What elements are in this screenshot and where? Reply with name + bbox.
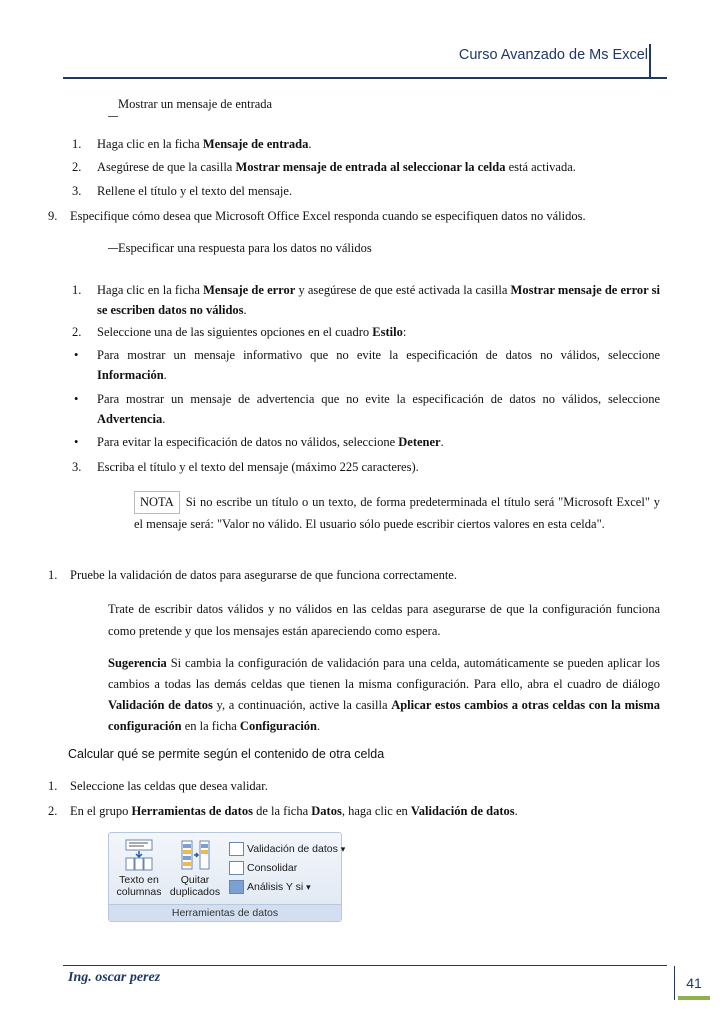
header-title: Curso Avanzado de Ms Excel [458,47,648,63]
chevron-down-icon[interactable]: ▾ [306,882,311,892]
list-item: 1. Haga clic en la ficha Mensaje de error y asegúrese de que esté activada la casilla Mostrar mensaje de error si se escriben datos no válidos. [72,283,661,317]
note-label: NOTA [134,491,180,514]
page-number: 41 [678,970,710,1000]
data-validation-button[interactable]: Validación de datos ▾ [229,841,345,857]
section-heading-error-response: Especificar una respuesta para los datos no válidos [118,241,372,255]
list-item: 2. Seleccione una de las siguientes opciones en el cuadro Estilo: [72,325,407,339]
footer-rule [63,965,667,966]
remove-duplicates-icon [179,839,211,871]
heading-dash [108,116,118,117]
note-text: Si no escribe un título o un texto, de forma predeterminada el título será "Microsoft Excel" y el mensaje será: "Valor no válido. El usuario sólo puede escribir ciertos valores en esta celda". [134,495,660,531]
tip-block: Sugerencia Si cambia la configuración de validación para una celda, automáticamente se pueden aplicar los cambios a todas las demás celdas que tienen la misma configuración. Para ello, abra el cuadro de diálogo Validación de datos y, a continuación, active la casilla Aplicar estos cambios a otras celdas con la misma configuración en la ficha Configuración. [108,656,660,733]
chevron-down-icon[interactable]: ▾ [340,844,346,854]
what-if-icon [229,880,244,894]
data-validation-icon [229,842,244,856]
tip-label: Sugerencia [108,656,167,670]
remove-duplicates-button[interactable]: Quitar duplicados [167,839,223,898]
footer-divider [674,966,675,1000]
note-block [134,491,660,535]
footer-author: Ing. oscar perez [68,970,161,985]
header-rule [63,77,667,79]
ribbon-group-label: Herramientas de datos [109,904,341,921]
header-divider [649,44,651,78]
section-heading-input-message: Mostrar un mensaje de entrada [118,97,273,111]
what-if-analysis-button[interactable]: Análisis Y si ▾ [229,879,311,895]
bullet-item: • Para mostrar un mensaje de advertencia que no evite la especificación de datos no válidos, seleccione Advertencia. [74,392,660,426]
data-tools-ribbon-group [108,832,346,922]
consolidate-icon [229,861,244,875]
paragraph: Trate de escribir datos válidos y no válidos en las celdas para asegurarse de que la configuración funciona como pretende y que los mensajes están apareciendo como espera. [108,602,660,638]
text-to-columns-icon [124,839,154,871]
consolidate-button[interactable]: Consolidar [229,860,297,876]
bullet-item: • Para evitar la especificación de datos no válidos, seleccione Detener. [74,435,444,449]
bullet-item: • Para mostrar un mensaje informativo que no evite la especificación de datos no válidos, seleccione Información. [74,348,660,382]
text-to-columns-button[interactable]: Texto en columnas [115,839,163,898]
list-item: 3. Escriba el título y el texto del mensaje (máximo 225 caracteres). [72,460,419,474]
section-heading-calculate: Calcular qué se permite según el contenido de otra celda [68,747,385,761]
heading-dash [108,248,118,249]
